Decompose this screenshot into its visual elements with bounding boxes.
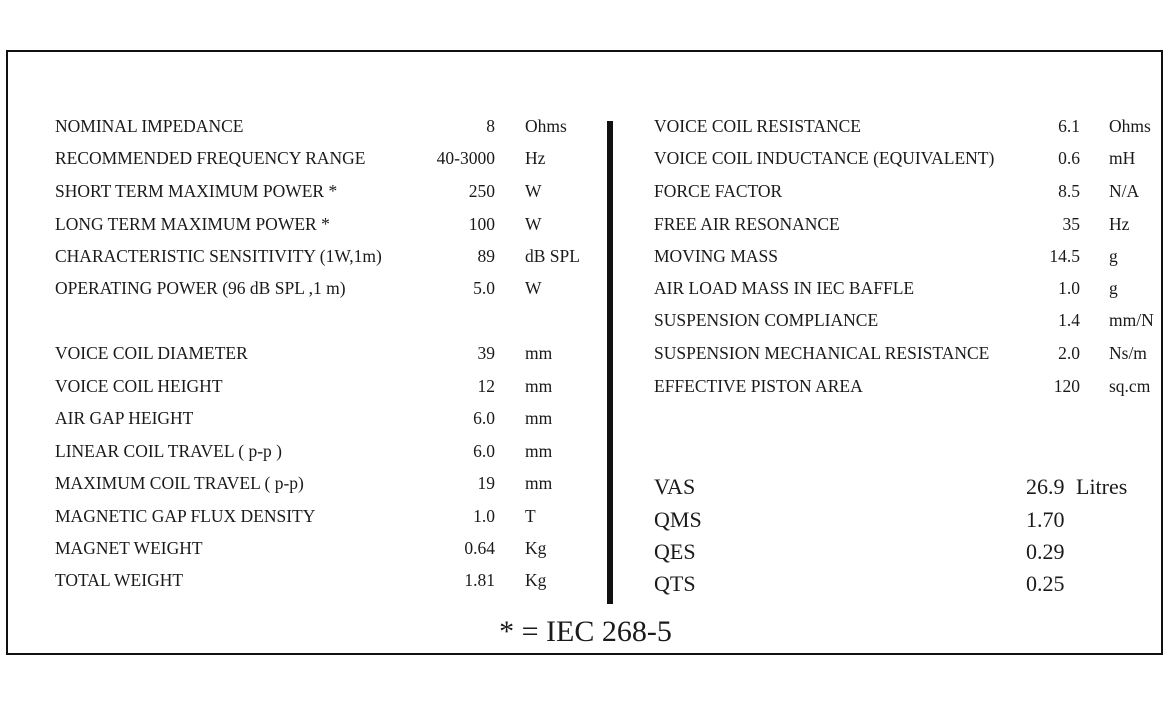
spec-row [55, 504, 600, 528]
spec-row [654, 374, 1159, 398]
spec-unit: mm/N [1109, 310, 1154, 330]
spec-unit: mm [525, 343, 553, 363]
spec-value: 2.0 [1058, 343, 1080, 363]
spec-unit: W [525, 214, 542, 234]
spec-label: RECOMMENDED FREQUENCY RANGE [55, 148, 366, 168]
spec-unit: mm [525, 441, 553, 461]
spec-row [55, 471, 600, 495]
spec-value: 39 [477, 343, 495, 363]
spec-value: 100 [468, 214, 495, 234]
spec-unit: g [1109, 246, 1118, 266]
spec-value: 6.0 [473, 408, 495, 428]
spec-row [654, 341, 1159, 365]
spec-value: 1.81 [464, 570, 495, 590]
spec-unit: N/A [1109, 181, 1140, 201]
spec-unit: mm [525, 376, 553, 396]
spec-value: 1.0 [473, 506, 495, 526]
spec-row [55, 146, 600, 170]
column-divider [607, 121, 613, 604]
spec-value: 40-3000 [436, 148, 495, 168]
spec-value: 12 [477, 376, 495, 396]
spec-label: MOVING MASS [654, 246, 778, 266]
spec-label: SUSPENSION MECHANICAL RESISTANCE [654, 343, 990, 363]
spec-value: 6.0 [473, 441, 495, 461]
spec-row [654, 146, 1159, 170]
spec-label: VOICE COIL DIAMETER [55, 343, 248, 363]
spec-label: VOICE COIL HEIGHT [55, 376, 223, 396]
footnote: * = IEC 268-5 [499, 615, 672, 648]
ts-label: VAS [654, 474, 696, 499]
spec-row [55, 374, 600, 398]
ts-value: 0.29 [1026, 539, 1065, 564]
spec-label: TOTAL WEIGHT [55, 570, 184, 590]
spec-unit: Kg [525, 538, 547, 558]
spec-label: MAGNETIC GAP FLUX DENSITY [55, 506, 316, 526]
spec-row [654, 308, 1159, 332]
spec-row [55, 568, 600, 592]
spec-label: NOMINAL IMPEDANCE [55, 116, 244, 136]
spec-row [55, 341, 600, 365]
spec-value: 1.4 [1058, 310, 1080, 330]
spec-label: AIR GAP HEIGHT [55, 408, 194, 428]
spec-unit: mH [1109, 148, 1136, 168]
spec-value: 35 [1062, 214, 1080, 234]
spec-label: SUSPENSION COMPLIANCE [654, 310, 879, 330]
spec-row [55, 244, 600, 268]
spec-row [55, 439, 600, 463]
spec-value: 8.5 [1058, 181, 1080, 201]
spec-row [55, 179, 600, 203]
spec-unit: T [525, 506, 536, 526]
spec-row [55, 406, 600, 430]
spec-row [55, 536, 600, 560]
spec-row [55, 276, 600, 300]
spec-value: 8 [486, 116, 495, 136]
spec-unit: Ohms [525, 116, 567, 136]
spec-unit: Ohms [1109, 116, 1151, 136]
ts-label: QES [654, 539, 696, 564]
spec-value: 0.6 [1058, 148, 1080, 168]
spec-label: MAGNET WEIGHT [55, 538, 203, 558]
spec-row [654, 179, 1159, 203]
spec-row [654, 276, 1159, 300]
spec-value: 89 [477, 246, 495, 266]
spec-label: FREE AIR RESONANCE [654, 214, 840, 234]
spec-value: 120 [1053, 376, 1080, 396]
ts-value: 26.9 [1026, 474, 1065, 499]
spec-value: 250 [468, 181, 495, 201]
spec-row [654, 244, 1159, 268]
spec-unit: Hz [525, 148, 546, 168]
ts-unit: Litres [1076, 474, 1128, 499]
spec-row [55, 212, 600, 236]
spec-label: CHARACTERISTIC SENSITIVITY (1W,1m) [55, 246, 382, 266]
spec-label: SHORT TERM MAXIMUM POWER * [55, 181, 338, 201]
spec-row [654, 212, 1159, 236]
spec-value: 19 [477, 473, 495, 493]
ts-value: 0.25 [1026, 571, 1065, 596]
spec-value: 14.5 [1049, 246, 1080, 266]
spec-value: 1.0 [1058, 278, 1080, 298]
spec-unit: W [525, 278, 542, 298]
spec-value: 5.0 [473, 278, 495, 298]
spec-unit: W [525, 181, 542, 201]
spec-unit: g [1109, 278, 1118, 298]
spec-value: 0.64 [464, 538, 495, 558]
spec-unit: Kg [525, 570, 547, 590]
spec-unit: mm [525, 408, 553, 428]
spec-label: EFFECTIVE PISTON AREA [654, 376, 863, 396]
spec-unit: Hz [1109, 214, 1130, 234]
spec-label: LONG TERM MAXIMUM POWER * [55, 214, 330, 234]
spec-label: VOICE COIL INDUCTANCE (EQUIVALENT) [654, 148, 995, 168]
spec-row [654, 114, 1159, 138]
spec-label: MAXIMUM COIL TRAVEL ( p-p) [55, 473, 304, 493]
ts-label: QMS [654, 507, 702, 532]
spec-label: VOICE COIL RESISTANCE [654, 116, 861, 136]
spec-unit: Ns/m [1109, 343, 1147, 363]
spec-unit: mm [525, 473, 553, 493]
spec-label: AIR LOAD MASS IN IEC BAFFLE [654, 278, 915, 298]
spec-row [55, 114, 600, 138]
ts-label: QTS [654, 571, 696, 596]
spec-unit: sq.cm [1109, 376, 1151, 396]
spec-label: FORCE FACTOR [654, 181, 783, 201]
spec-label: LINEAR COIL TRAVEL ( p-p ) [55, 441, 282, 461]
spec-value: 6.1 [1058, 116, 1080, 136]
ts-value: 1.70 [1026, 507, 1065, 532]
spec-unit: dB SPL [525, 246, 580, 266]
spec-label: OPERATING POWER (96 dB SPL ,1 m) [55, 278, 346, 298]
